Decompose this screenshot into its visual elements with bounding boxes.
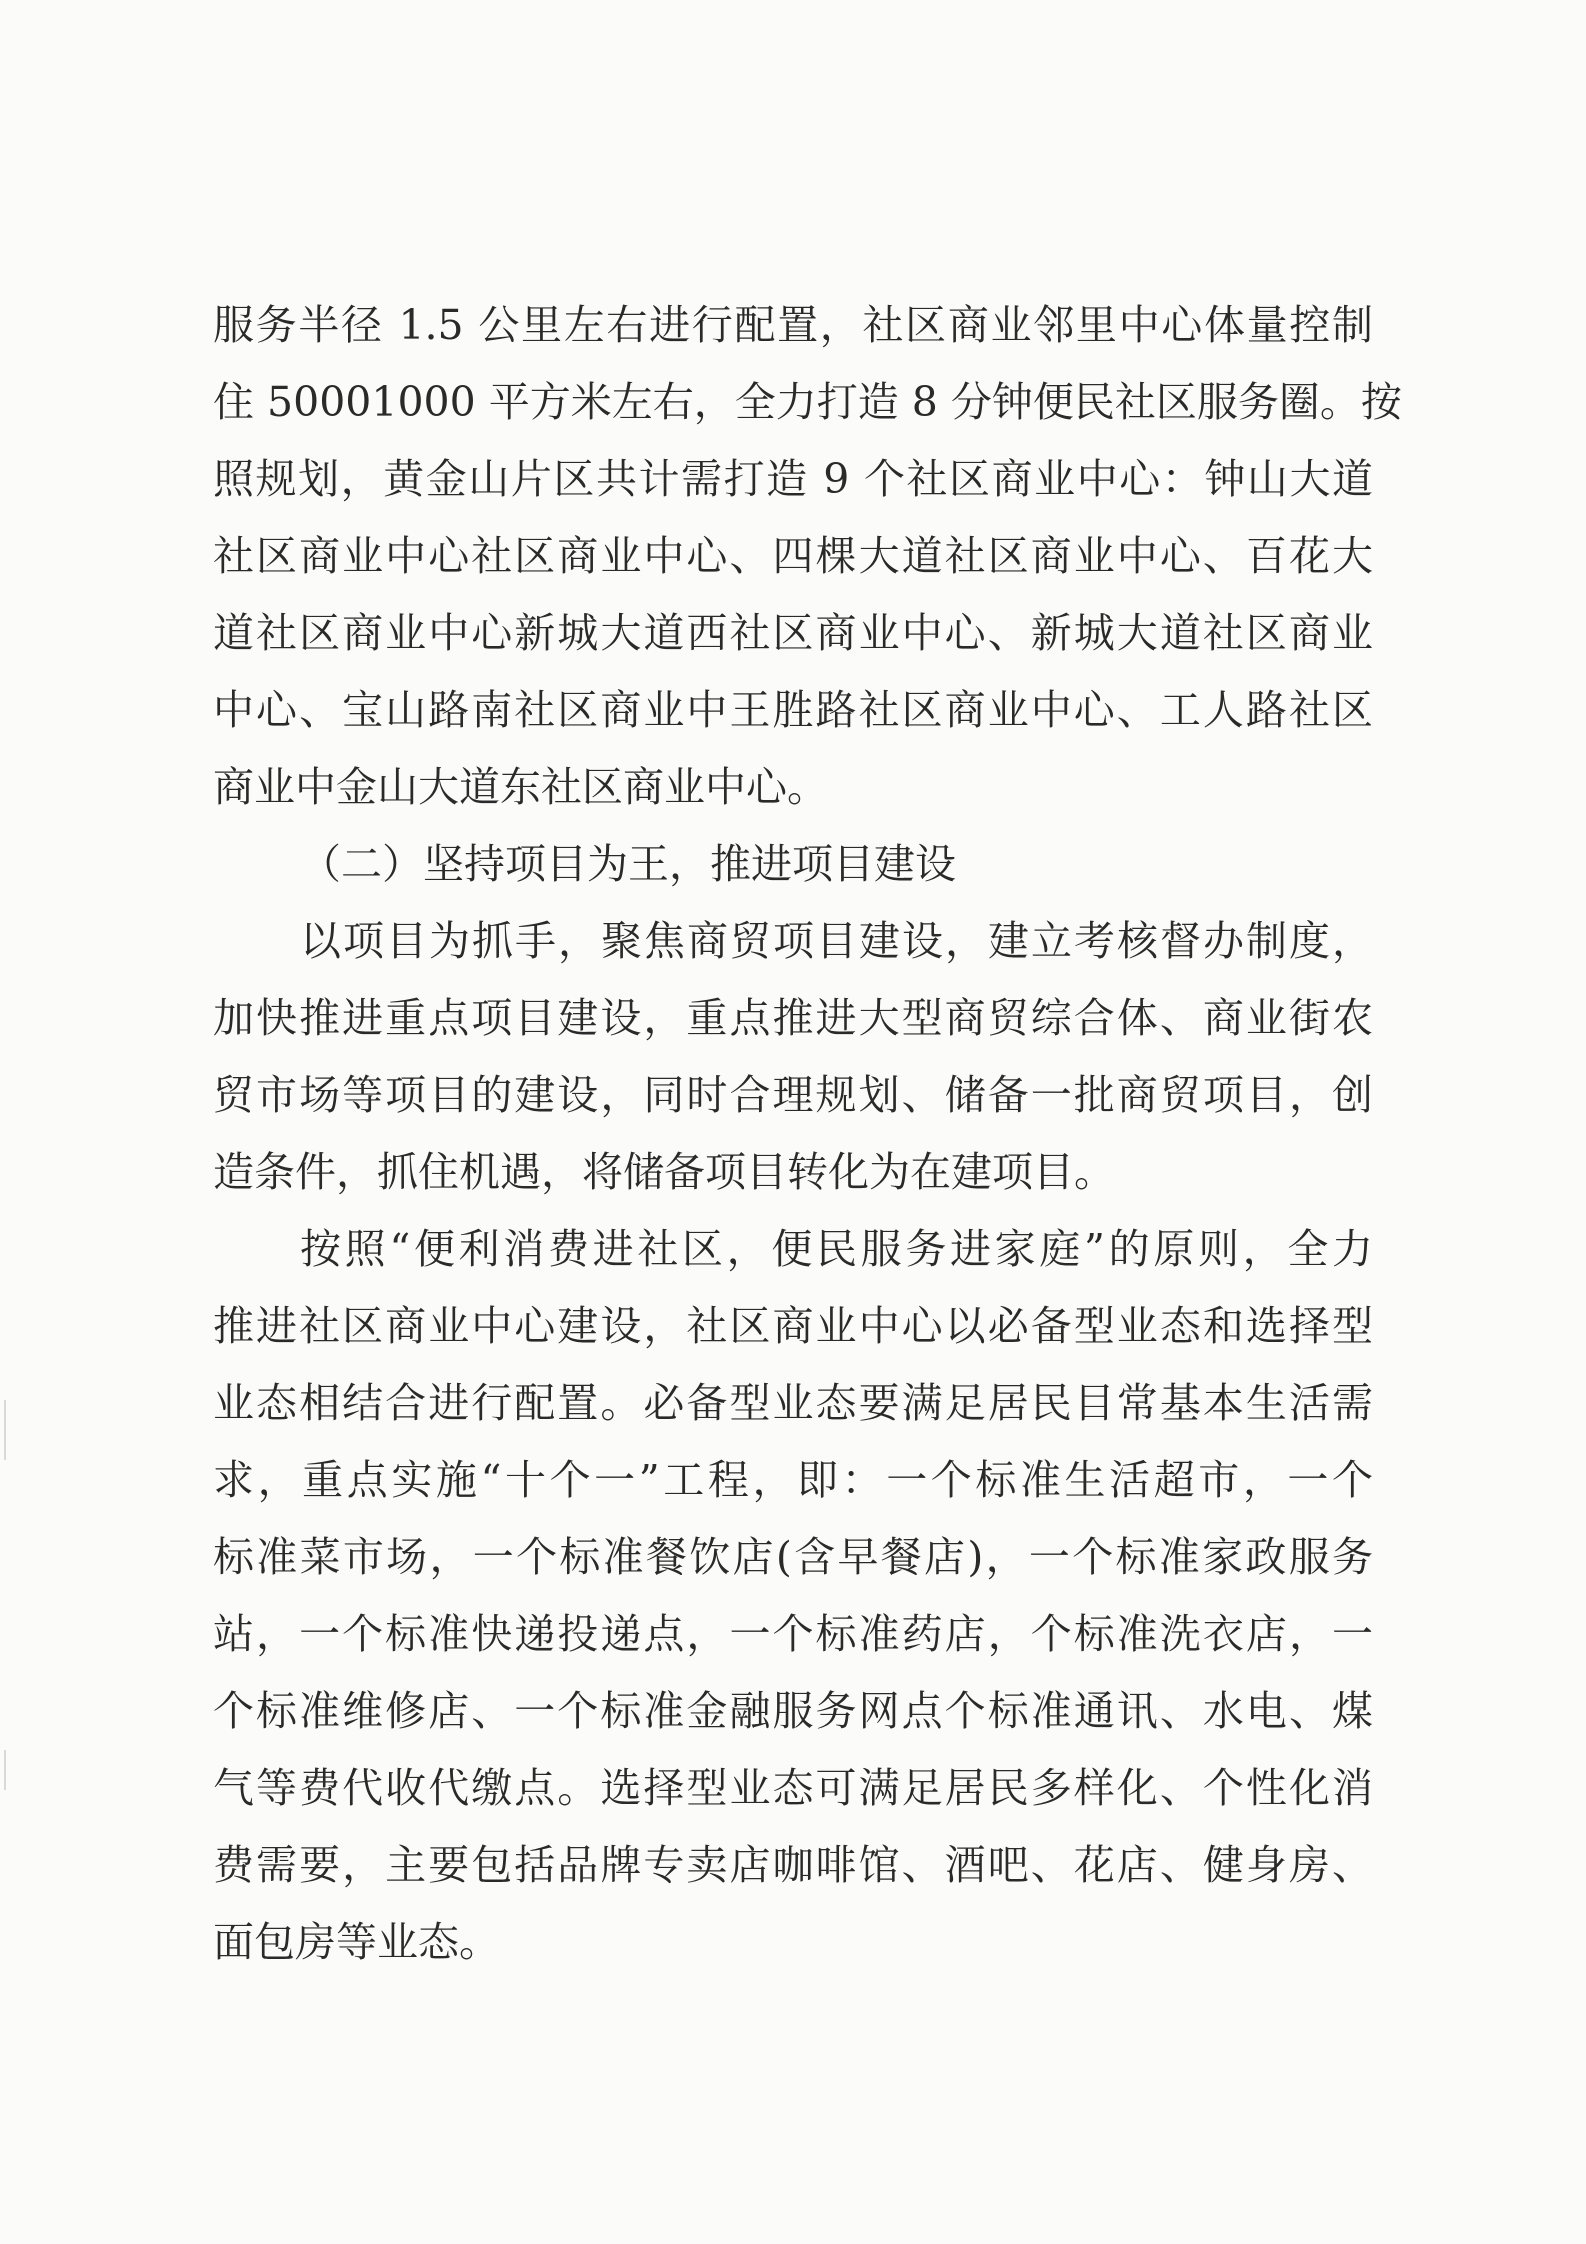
text-line: 气等费代收代缴点。选择型业态可满足居民多样化、个性化消 <box>213 1764 1373 1812</box>
text-line: 站，一个标准快递投递点，一个标准药店，个标准洗衣店，一 <box>213 1610 1373 1658</box>
text-line: 面包房等业态。 <box>213 1918 500 1966</box>
text-line: 贸市场等项目的建设，同时合理规划、储备一批商贸项目，创 <box>213 1071 1373 1119</box>
text-line: 服务半径 1.5 公里左右进行配置，社区商业邻里中心体量控制 <box>213 301 1373 349</box>
section-heading: （二）坚持项目为王，推进项目建设 <box>300 840 956 888</box>
text-line: 加快推进重点项目建设，重点推进大型商贸综合体、商业街农 <box>213 994 1373 1042</box>
text-line: 费需要，主要包括品牌专卖店咖啡馆、酒吧、花店、健身房、 <box>213 1841 1373 1889</box>
text-line: 照规划，黄金山片区共计需打造 9 个社区商业中心：钟山大道 <box>213 455 1373 503</box>
text-line: 社区商业中心社区商业中心、四棵大道社区商业中心、百花大 <box>213 532 1373 580</box>
text-line: 个标准维修店、一个标准金融服务网点个标准通讯、水电、煤 <box>213 1687 1373 1735</box>
text-line: 商业中金山大道东社区商业中心。 <box>213 763 828 811</box>
scan-edge-mark <box>4 1750 6 1790</box>
text-line: 标准菜市场，一个标准餐饮店(含早餐店)，一个标准家政服务 <box>213 1533 1373 1581</box>
text-line: 推进社区商业中心建设，社区商业中心以必备型业态和选择型 <box>213 1302 1373 1350</box>
text-line: 求，重点实施“十个一”工程，即：一个标准生活超市，一个 <box>213 1456 1373 1504</box>
text-line: 道社区商业中心新城大道西社区商业中心、新城大道社区商业 <box>213 609 1373 657</box>
text-line: 以项目为抓手，聚焦商贸项目建设，建立考核督办制度， <box>300 917 1373 965</box>
text-line: 按照“便利消费进社区，便民服务进家庭”的原则，全力 <box>300 1225 1373 1273</box>
text-line: 业态相结合进行配置。必备型业态要满足居民目常基本生活需 <box>213 1379 1373 1427</box>
text-line: 中心、宝山路南社区商业中王胜路社区商业中心、工人路社区 <box>213 686 1373 734</box>
text-line: 造条件，抓住机遇，将储备项目转化为在建项目。 <box>213 1148 1115 1196</box>
text-line: 住 50001000 平方米左右，全力打造 8 分钟便民社区服务圈。按 <box>213 378 1402 426</box>
scan-edge-mark <box>4 1400 6 1460</box>
